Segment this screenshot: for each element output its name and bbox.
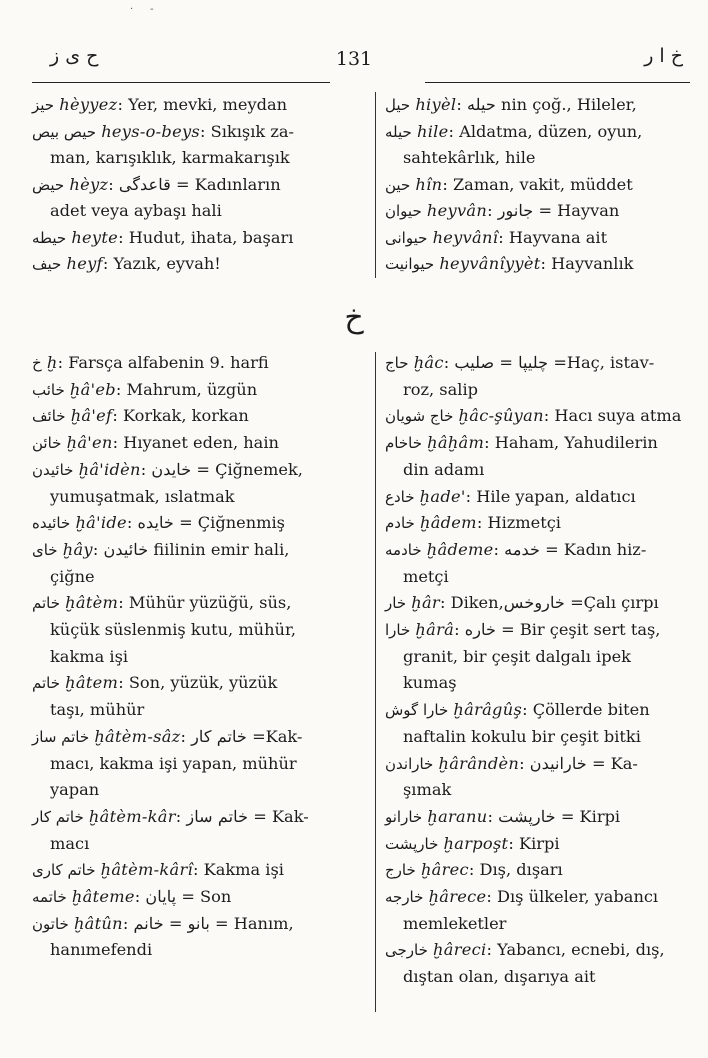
entry-separator: :	[115, 379, 122, 399]
entry-headword: ḫâḫâm	[427, 433, 485, 453]
entry-separator: :	[508, 833, 514, 853]
entry-definition: Hile yapan, aldatıcı	[476, 486, 636, 506]
dictionary-entry	[385, 697, 693, 750]
dictionary-entry	[32, 377, 362, 404]
dictionary-entry	[385, 119, 693, 172]
entry-definition: Zaman, vakit, müddet	[452, 174, 633, 194]
entry-arabic-script: حيض	[32, 175, 65, 194]
entry-definition: خاتم كار =Kak-	[191, 726, 303, 746]
entry-continuation: yumuşatmak, ıslatmak	[50, 486, 235, 506]
column-top-right	[385, 92, 693, 278]
entry-continuation: taşı, mühür	[50, 700, 145, 720]
entry-headword: ḫârec	[420, 860, 469, 880]
dictionary-entry	[385, 198, 693, 225]
dictionary-entry	[385, 590, 693, 617]
entry-definition: Hıyanet eden, hain	[123, 433, 279, 453]
entry-continuation: memleketler	[403, 913, 507, 933]
dictionary-entry	[32, 350, 362, 377]
dictionary-entry	[32, 457, 362, 510]
entry-arabic-script: خارا	[385, 621, 411, 640]
dictionary-entry	[385, 510, 693, 537]
entry-definition: خايده = Çiğnenmiş	[137, 513, 285, 533]
entry-separator: :	[484, 433, 490, 453]
entry-headword: ḫârândèn	[438, 753, 520, 773]
entry-arabic-script: خار	[385, 594, 407, 613]
entry-definition: Mahrum, üzgün	[126, 379, 258, 399]
dictionary-entry	[385, 172, 693, 199]
entry-arabic-script: خاتم	[32, 674, 61, 693]
entry-separator: :	[543, 406, 550, 426]
entry-definition: خارپشت = Kirpi	[498, 806, 621, 826]
entry-separator: :	[140, 459, 147, 479]
dictionary-entry	[385, 225, 693, 252]
entry-separator: :	[540, 254, 547, 273]
entry-separator: :	[465, 486, 472, 506]
entry-continuation: çiğne	[50, 566, 95, 586]
page-number: 131	[335, 48, 373, 70]
entry-definition: Hizmetçi	[487, 513, 561, 533]
entry-definition: Farsça alfabenin 9. harfi	[68, 353, 269, 372]
entry-headword: heys-o-beys	[101, 121, 201, 141]
entry-definition: Haham, Yahudilerin	[494, 433, 658, 453]
entry-separator: :	[443, 353, 450, 372]
entry-separator: :	[486, 940, 492, 960]
entry-headword: ḫâtèm	[65, 593, 119, 613]
entry-separator: :	[192, 860, 199, 880]
entry-separator: :	[175, 806, 182, 826]
dictionary-entry	[385, 831, 693, 858]
entry-separator: :	[519, 753, 525, 773]
entry-definition: Dış, dışarı	[479, 860, 563, 880]
entry-continuation: granit, bir çeşit dalgalı ipek	[403, 646, 631, 666]
dictionary-entry	[385, 617, 693, 697]
entry-headword: heyvân	[426, 201, 488, 220]
entry-headword: ḫâc	[413, 353, 444, 372]
entry-continuation: metçi	[403, 566, 449, 586]
entry-definition: خدمه = Kadın hiz-	[504, 539, 647, 559]
entry-arabic-script: خارجه	[385, 888, 424, 907]
entry-headword: ḫarpoşt	[443, 833, 509, 853]
entry-definition: حيله nin çoğ., Hileler,	[466, 95, 637, 114]
entry-headword: ḫâtèm-kâr	[88, 806, 176, 826]
entry-continuation: hanımefendi	[50, 940, 153, 960]
entry-continuation: küçük süslenmiş kutu, mühür,	[50, 620, 297, 640]
column-top-left	[32, 92, 362, 278]
entry-definition: Hudut, ihata, başarı	[128, 227, 294, 247]
entry-headword: hèyz	[69, 174, 109, 194]
entry-definition: قاعدگی = Kadınların	[118, 174, 281, 194]
entry-headword: ḫâtèm-kârî	[100, 860, 193, 880]
entry-definition: خائيدن fiilinin emir hali,	[103, 539, 290, 559]
entry-separator: :	[118, 673, 124, 693]
entry-arabic-script: خارج	[385, 861, 416, 880]
entry-arabic-script: خاتم	[32, 594, 61, 613]
entry-definition: چليپا = صليب =Haç, istav-	[454, 353, 655, 372]
entry-separator: :	[108, 174, 114, 194]
dictionary-entry	[32, 510, 362, 537]
entry-arabic-script: خائيده	[32, 514, 71, 533]
entry-arabic-script: خارپشت	[385, 834, 439, 853]
margin-mark: -	[150, 4, 154, 15]
entry-headword: ḫâr	[411, 593, 440, 613]
dictionary-entry	[385, 937, 693, 990]
entry-arabic-script: حيوان	[385, 202, 422, 220]
entry-headword: heyvânî	[432, 227, 499, 247]
entry-separator: :	[180, 726, 186, 746]
entry-arabic-script: خاتم ساز	[32, 727, 90, 746]
entry-headword: hiyèl	[415, 95, 457, 114]
dictionary-entry	[32, 590, 362, 670]
entry-arabic-script: خارانو	[385, 807, 423, 826]
entry-separator: :	[522, 700, 528, 720]
entry-headword: ḫârâ	[415, 620, 455, 640]
entry-continuation: kakma işi	[50, 646, 129, 666]
dictionary-entry	[32, 911, 362, 964]
entry-arabic-script: خائيدن	[32, 460, 74, 479]
entry-continuation: roz, salip	[403, 379, 478, 399]
entry-separator: :	[454, 620, 460, 640]
entry-definition: Mühür yüzüğü, süs,	[128, 593, 292, 613]
dictionary-entry	[385, 804, 693, 831]
entry-definition: بانو = خانم = Hanım,	[133, 913, 294, 933]
section-letter-heading: خ	[344, 300, 364, 335]
entry-headword: ḫâdem	[419, 513, 477, 533]
dictionary-entry	[385, 537, 693, 590]
entry-definition: Son, yüzük, yüzük	[128, 673, 278, 693]
entry-headword: heyvânîyyèt	[439, 254, 541, 273]
entry-arabic-script: حيطه	[32, 228, 67, 247]
entry-arabic-script: حيله	[385, 122, 412, 141]
entry-separator: :	[112, 433, 119, 453]
entry-definition: خايدن = Çiğnemek,	[151, 459, 303, 479]
dictionary-entry	[32, 537, 362, 590]
entry-arabic-script: خاتمه	[32, 888, 67, 907]
dictionary-entry	[385, 430, 693, 483]
entry-separator: :	[57, 353, 64, 372]
entry-separator: :	[117, 95, 123, 114]
dictionary-entry	[385, 751, 693, 804]
entry-definition: Dış ülkeler, yabancı	[497, 887, 659, 907]
entry-arabic-script: خاخام	[385, 434, 422, 453]
entry-definition: Diken,خاروخس =Çalı çırpı	[450, 593, 659, 613]
entry-definition: Yazık, eyvah!	[113, 254, 221, 273]
entry-separator: :	[118, 593, 124, 613]
dictionary-entry	[32, 724, 362, 804]
entry-headword: ḫâdeme	[426, 539, 494, 559]
entry-definition: Kakma işi	[203, 860, 284, 880]
entry-definition: Hayvana ait	[508, 227, 608, 247]
entry-definition: Aldatma, düzen, oyun,	[459, 121, 643, 141]
entry-arabic-script: خادمه	[385, 540, 422, 559]
dictionary-entry	[385, 92, 693, 119]
entry-arabic-script: خائن	[32, 434, 62, 453]
entry-definition: خاتم ساز = Kak-	[186, 806, 309, 826]
entry-definition: Korkak, korkan	[122, 406, 249, 426]
entry-separator: :	[468, 860, 475, 880]
entry-headword: heyte	[71, 227, 119, 247]
entry-separator: :	[439, 593, 446, 613]
entry-definition: Hayvanlık	[551, 254, 634, 273]
entry-arabic-script: خاى	[32, 540, 58, 559]
entry-definition: پايان = Son	[145, 887, 232, 907]
dictionary-entry	[32, 92, 362, 119]
entry-arabic-script: خ	[32, 354, 42, 372]
margin-mark: ·	[130, 4, 134, 15]
entry-continuation: şımak	[403, 780, 452, 800]
entry-arabic-script: خائف	[32, 407, 66, 426]
dictionary-entry	[385, 251, 693, 278]
entry-arabic-script: حيف	[32, 255, 62, 273]
entry-separator: :	[493, 539, 499, 559]
entry-separator: :	[456, 95, 462, 114]
entry-continuation: yapan	[50, 780, 100, 800]
entry-headword: ḫâreci	[433, 940, 487, 960]
dictionary-entry	[32, 119, 362, 172]
entry-headword: ḫ	[46, 353, 58, 372]
entry-continuation: macı, kakma işi yapan, mühür	[50, 753, 297, 773]
entry-arabic-script: خائب	[32, 380, 65, 399]
entry-continuation: adet veya aybaşı hali	[50, 201, 222, 220]
entry-definition: جانور = Hayvan	[497, 201, 620, 220]
entry-separator: :	[200, 121, 206, 141]
entry-definition: Çöllerde biten	[532, 700, 650, 720]
entry-continuation: din adamı	[403, 459, 485, 479]
entry-separator: :	[442, 174, 448, 194]
column-bottom-right	[385, 350, 693, 991]
entry-headword: ḫârâgûş	[453, 700, 523, 720]
entry-arabic-script: خاج شويان	[385, 407, 454, 426]
entry-arabic-script: حيص بيص	[32, 122, 97, 141]
entry-headword: ḫâ'eb	[69, 379, 116, 399]
column-bottom-left	[32, 350, 362, 964]
entry-arabic-script: خادم	[385, 514, 415, 533]
dictionary-entry	[32, 670, 362, 723]
dictionary-entry	[32, 251, 362, 278]
dictionary-entry	[32, 430, 362, 457]
entry-separator: :	[134, 887, 141, 907]
entry-headword: ḫây	[62, 539, 93, 559]
dictionary-entry	[32, 884, 362, 911]
entry-definition: خاره = Bir çeşit sert taş,	[464, 620, 661, 640]
entry-arabic-script: حيز	[32, 96, 55, 114]
entry-headword: hèyyez	[59, 95, 118, 114]
entry-separator: :	[498, 227, 504, 247]
header-rule-left	[32, 82, 330, 83]
entry-separator: :	[118, 227, 124, 247]
entry-separator: :	[476, 513, 483, 533]
header-rule-right	[425, 82, 690, 83]
entry-headword: ḫâtûn	[73, 913, 123, 933]
entry-definition: خارانيدن = Ka-	[529, 753, 638, 773]
entry-definition: Hacı suya atma	[554, 406, 682, 426]
dictionary-entry	[32, 225, 362, 252]
entry-headword: ḫâteme	[71, 887, 135, 907]
dictionary-entry	[32, 857, 362, 884]
entry-headword: ḫade'	[419, 486, 466, 506]
entry-separator: :	[122, 913, 129, 933]
dictionary-entry	[32, 804, 362, 857]
entry-arabic-script: حين	[385, 175, 411, 194]
entry-separator: :	[487, 201, 493, 220]
column-divider-top	[375, 92, 376, 278]
entry-separator: :	[126, 513, 133, 533]
entry-arabic-script: حيوانى	[385, 228, 428, 247]
dictionary-entry	[385, 350, 693, 403]
entry-headword: ḫâ'en	[66, 433, 113, 453]
entry-continuation: macı	[50, 833, 90, 853]
entry-headword: hîn	[415, 174, 443, 194]
entry-arabic-script: خارجى	[385, 941, 428, 960]
entry-definition: Yabancı, ecnebi, dış,	[497, 940, 665, 960]
entry-headword: ḫâ'ef	[70, 406, 113, 426]
entry-headword: ḫâc-şûyan	[458, 406, 544, 426]
entry-separator: :	[448, 121, 454, 141]
dictionary-entry	[385, 403, 693, 430]
entry-continuation: dıştan olan, dışarıya ait	[403, 967, 596, 987]
entry-arabic-script: حيل	[385, 96, 411, 114]
entry-arabic-script: خاتم كارى	[32, 861, 96, 880]
running-header-left: ح ی ز	[50, 45, 99, 67]
entry-separator: :	[487, 806, 493, 826]
entry-separator: :	[112, 406, 118, 426]
entry-headword: ḫâtem	[65, 673, 119, 693]
entry-separator: :	[92, 539, 99, 559]
running-header-right: خ ا ر	[644, 45, 683, 67]
dictionary-entry	[385, 884, 693, 937]
entry-headword: ḫârece	[428, 887, 487, 907]
entry-continuation: naftalin kokulu bir çeşit bitki	[403, 726, 641, 746]
entry-arabic-script: خاتون	[32, 914, 69, 933]
entry-definition: Kirpi	[519, 833, 560, 853]
entry-definition: Sıkışık za-	[210, 121, 294, 141]
entry-headword: ḫâ'ide	[75, 513, 127, 533]
dictionary-entry	[32, 172, 362, 225]
column-divider-bottom	[375, 352, 376, 1012]
entry-headword: hile	[416, 121, 449, 141]
entry-arabic-script: حيوانيت	[385, 255, 435, 273]
entry-continuation: kumaş	[403, 673, 457, 693]
entry-separator: :	[102, 254, 109, 273]
dictionary-entry	[385, 857, 693, 884]
entry-separator: :	[486, 887, 492, 907]
entry-arabic-script: خاراندن	[385, 754, 434, 773]
dictionary-entry	[32, 403, 362, 430]
entry-continuation: sahtekârlık, hile	[403, 148, 536, 167]
entry-headword: ḫaranu	[427, 806, 488, 826]
entry-definition: Yer, mevki, meydan	[128, 95, 288, 114]
entry-arabic-script: خادع	[385, 487, 415, 506]
entry-headword: ḫâ'idèn	[78, 459, 141, 479]
dictionary-entry	[385, 484, 693, 511]
entry-headword: ḫâtèm-sâz	[94, 726, 181, 746]
entry-continuation: man, karışıklık, karmakarışık	[50, 148, 290, 167]
entry-headword: heyf	[66, 254, 103, 273]
entry-arabic-script: خاتم كار	[32, 807, 84, 826]
entry-arabic-script: حاج	[385, 354, 409, 372]
entry-arabic-script: خارا گوش	[385, 701, 449, 720]
